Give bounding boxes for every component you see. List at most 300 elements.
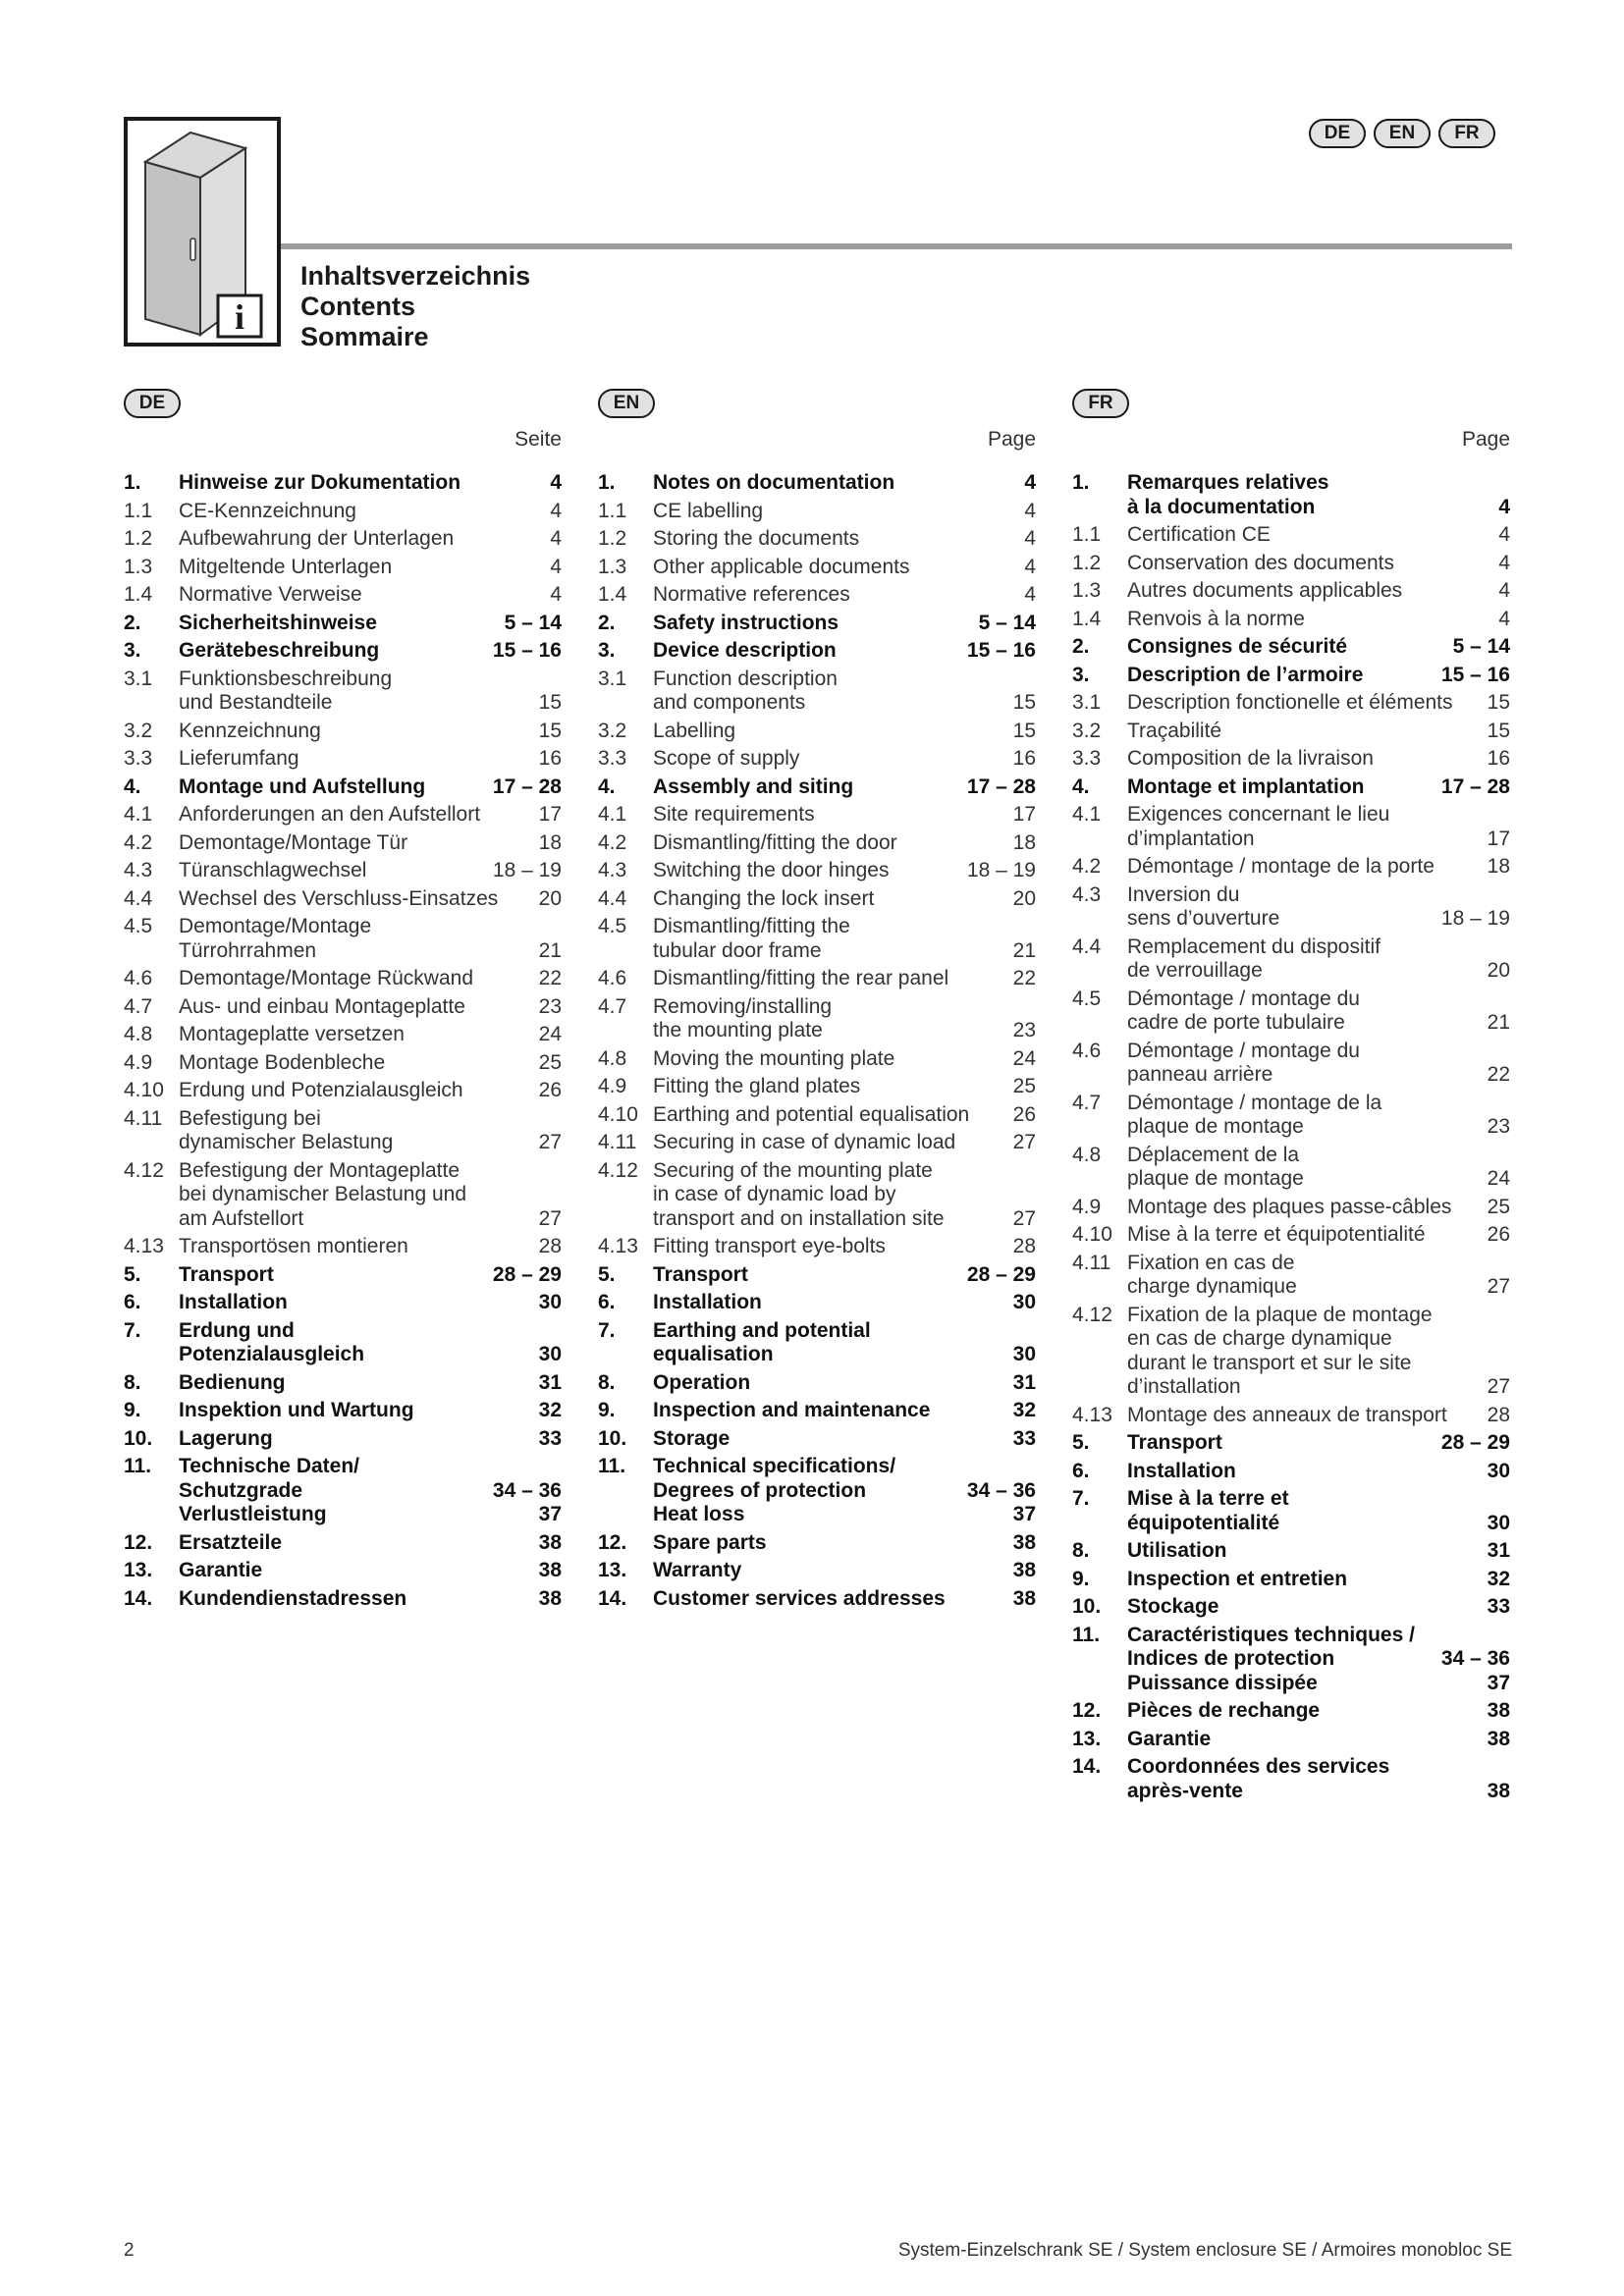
- toc-entry-title: Transportösen montieren: [179, 1235, 408, 1257]
- toc-entry: [124, 1261, 562, 1290]
- toc-entry: [124, 1105, 562, 1157]
- toc-entry-title: Démontage / montage du panneau arrière: [1127, 1039, 1360, 1086]
- toc-entry: [1072, 1038, 1510, 1090]
- toc-entry-page: 16: [1487, 747, 1510, 770]
- toc-entry: [598, 1045, 1036, 1074]
- toc-entry-page: 27: [1487, 1375, 1510, 1398]
- toc-entry-title: Remplacement du dispositif de verrouillage: [1127, 934, 1380, 982]
- toc-entry: [598, 1289, 1036, 1317]
- toc-entry-number: 1.3: [598, 555, 627, 578]
- page-column-header: Page: [987, 428, 1036, 451]
- toc-entry: [124, 1425, 562, 1454]
- toc-entry-page: 18 – 19: [1440, 907, 1510, 930]
- language-badges: [1309, 119, 1495, 148]
- toc-entry-title: Fitting transport eye-bolts: [653, 1235, 886, 1257]
- toc-entry-title: Befestigung bei dynamischer Belastung: [179, 1106, 394, 1153]
- toc-entry: [598, 1129, 1036, 1157]
- toc-entry-page: 26: [538, 1079, 562, 1101]
- toc-entry-page: 22: [538, 967, 562, 989]
- toc-entry-title: CE-Kennzeichnung: [179, 499, 356, 522]
- toc-entry: [1072, 1697, 1510, 1726]
- toc-entry-title: Aufbewahrung der Unterlagen: [179, 527, 455, 550]
- toc-entry-page: 24: [538, 1023, 562, 1045]
- toc-entry-page: 4: [550, 527, 562, 550]
- toc-entry-number: 3.: [1072, 663, 1090, 686]
- toc-entry-number: 1.1: [1072, 523, 1102, 546]
- toc-entry-number: 1.2: [598, 527, 627, 550]
- toc-entry-page: 18: [538, 830, 562, 854]
- toc-entry-number: 4.12: [598, 1158, 638, 1182]
- toc-entry-number: 6.: [1072, 1459, 1090, 1482]
- toc-entry-number: 7.: [598, 1318, 616, 1342]
- toc-entry-number: 4.1: [1072, 803, 1102, 826]
- toc-entries: [1072, 469, 1510, 1805]
- toc-entry-title: Sicherheitshinweise: [179, 611, 377, 634]
- toc-entry-number: 2.: [1072, 635, 1090, 658]
- footer-title: System-Einzelschrank SE / System enclosure SE / Armoires monobloc SE: [897, 2240, 1512, 2261]
- toc-entry: [598, 525, 1036, 554]
- toc-entry: [598, 857, 1036, 885]
- lang-badge-en: EN: [1374, 119, 1431, 148]
- toc-entry-number: 1.2: [1072, 551, 1102, 574]
- toc-entry: [1072, 1622, 1510, 1698]
- toc-entry-page: 15 – 16: [492, 639, 562, 662]
- toc-entry: [1072, 1458, 1510, 1486]
- toc-entry-title: Funktionsbeschreibung und Bestandteile: [179, 667, 393, 714]
- toc-entry-page: 38: [1487, 1699, 1510, 1722]
- toc-entry-number: 10.: [598, 1426, 627, 1450]
- toc-entry-page: 15: [538, 719, 562, 742]
- toc-entry: [124, 637, 562, 666]
- toc-entry-number: 1.: [1072, 471, 1090, 494]
- toc-entry-page: 31: [1012, 1370, 1036, 1394]
- toc-entry: [1072, 521, 1510, 550]
- toc-entry-number: 2.: [598, 611, 616, 634]
- toc-entry-page: 15: [538, 691, 562, 714]
- toc-entry: [124, 993, 562, 1022]
- toc-entry-number: 1.4: [598, 583, 627, 606]
- toc-entry-title: Conservation des documents: [1127, 551, 1394, 574]
- toc-entry: [124, 718, 562, 746]
- page-column-header: Seite: [514, 428, 562, 451]
- toc-entry-number: 5.: [598, 1262, 616, 1286]
- toc-entry-number: 11.: [124, 1455, 152, 1477]
- toc-entry-title: Befestigung der Montageplatte bei dynamischer Belastung und am Aufstellort: [179, 1158, 467, 1230]
- toc-entry-page: 4: [1498, 579, 1510, 602]
- toc-entry-number: 3.2: [598, 719, 627, 742]
- toc-entry-title: Démontage / montage du cadre de porte tubulaire: [1127, 987, 1360, 1034]
- toc-entry-title: Normative references: [653, 583, 850, 606]
- toc-entry-title: Transport: [653, 1262, 748, 1286]
- toc-entry-number: 4.10: [124, 1079, 164, 1101]
- toc-entry: [124, 829, 562, 858]
- toc-entry-page: 30: [1487, 1459, 1510, 1482]
- toc-entry-page: 38: [1487, 1779, 1510, 1802]
- toc-entry-title: Site requirements: [653, 803, 815, 826]
- toc-entry-title: Fitting the gland plates: [653, 1075, 861, 1097]
- toc-entry-title: Garantie: [1127, 1727, 1212, 1750]
- toc-entry-title: Mise à la terre et équipotentialité: [1127, 1487, 1289, 1534]
- toc-entry: [124, 610, 562, 638]
- toc-entry-page: 20: [538, 886, 562, 910]
- toc-entry-page: 33: [1012, 1426, 1036, 1450]
- toc-entry-number: 1.2: [124, 527, 153, 550]
- toc-entry: [124, 1585, 562, 1614]
- toc-entry: [598, 885, 1036, 914]
- toc-entry: [598, 666, 1036, 718]
- toc-entry-page: 32: [538, 1399, 562, 1421]
- toc-entry-page: 22: [1012, 967, 1036, 989]
- toc-entry-number: 10.: [124, 1426, 153, 1450]
- toc-entry: [598, 1101, 1036, 1130]
- toc-entry-number: 4.8: [124, 1023, 153, 1045]
- toc-entry-number: 1.: [598, 471, 616, 494]
- toc-entry-title: Fixation de la plaque de montage en cas de charge dynamique durant le transport et sur le site d’installation: [1127, 1303, 1433, 1398]
- toc-entry-number: 5.: [124, 1262, 141, 1286]
- toc-entry-page: 21: [538, 938, 562, 962]
- toc-entry-page: 17: [1012, 803, 1036, 826]
- toc-entry-title: Inspection et entretien: [1127, 1567, 1348, 1590]
- toc-entry: [598, 801, 1036, 829]
- toc-entry-title: Description de l’armoire: [1127, 663, 1364, 686]
- toc-entry-page: 15 – 16: [966, 639, 1036, 662]
- toc-entry-page: 17 – 28: [966, 774, 1036, 798]
- toc-entry-title: Consignes de sécurité: [1127, 635, 1348, 658]
- enclosure-cabinet-icon: [128, 121, 277, 343]
- toc-entry: [598, 554, 1036, 582]
- toc-entry-page: 38: [1012, 1530, 1036, 1554]
- toc-entry-page: 26: [1012, 1102, 1036, 1126]
- toc-entry: [598, 1425, 1036, 1454]
- toc-entry-number: 4.1: [598, 803, 627, 826]
- toc-entry: [598, 1233, 1036, 1261]
- toc-entry-title: Dismantling/fitting the door: [653, 830, 897, 854]
- toc-entry-number: 11.: [1072, 1623, 1101, 1646]
- toc-entry: [1072, 469, 1510, 521]
- toc-entry-page: 4: [550, 583, 562, 606]
- toc-entry-number: 4.7: [598, 994, 627, 1018]
- toc-entry-page: 25: [1012, 1075, 1036, 1097]
- toc-entry-page: 31: [538, 1370, 562, 1394]
- toc-entry-page: 4: [550, 471, 562, 494]
- toc-entry-number: 4.5: [124, 915, 153, 937]
- toc-entry-number: 4.5: [1072, 987, 1102, 1010]
- toc-entry: [598, 637, 1036, 666]
- toc-entry-number: 5.: [1072, 1431, 1090, 1454]
- toc-entry-page: 15 – 16: [1440, 663, 1510, 686]
- toc-entry-page: 18 – 19: [492, 859, 562, 881]
- toc-entry-number: 4.8: [1072, 1143, 1102, 1166]
- toc-entry-page: 15: [1012, 719, 1036, 742]
- toc-entry-number: 14.: [598, 1586, 627, 1610]
- toc-entry-number: 4.11: [1072, 1251, 1111, 1274]
- lang-badge-fr: FR: [1438, 119, 1495, 148]
- enclosure-info-logo: [124, 117, 281, 347]
- toc-entry: [1072, 689, 1510, 718]
- toc-entry-number: 4.4: [598, 886, 627, 910]
- toc-entry-page: 38: [538, 1586, 562, 1610]
- toc-entry-number: 4.9: [124, 1050, 153, 1074]
- toc-entry-page: 17 – 28: [1440, 774, 1510, 798]
- toc-entry-page: 16: [538, 747, 562, 770]
- toc-entry-title: Traçabilité: [1127, 719, 1222, 742]
- toc-entry-number: 4.3: [598, 859, 627, 881]
- toc-entry: [598, 469, 1036, 498]
- toc-entry-title: Demontage/Montage Tür: [179, 830, 408, 854]
- toc-entry-page: 17: [1487, 827, 1510, 850]
- toc-entry: [1072, 577, 1510, 606]
- toc-entry-title: Inversion du sens d’ouverture: [1127, 882, 1280, 930]
- toc-entry-number: 4.11: [598, 1131, 637, 1153]
- toc-entry-page: 4: [550, 555, 562, 578]
- toc-entry: [598, 965, 1036, 993]
- toc-entry-number: 3.3: [598, 747, 627, 770]
- toc-entry: [124, 498, 562, 526]
- toc-entry-title: Function description and components: [653, 667, 838, 714]
- toc-entry-title: Montage et implantation: [1127, 774, 1365, 798]
- toc-entry-title: Déplacement de la plaque de montage: [1127, 1143, 1304, 1190]
- toc-entry-number: 4.3: [124, 859, 153, 881]
- toc-entry-number: 1.4: [1072, 607, 1102, 630]
- toc-entry: [124, 1289, 562, 1317]
- toc-entry-page: 30: [538, 1343, 562, 1365]
- toc-entry-title: Customer services addresses: [653, 1586, 946, 1610]
- toc-entry: [598, 1157, 1036, 1234]
- toc-entry-title: Montage des plaques passe-câbles: [1127, 1195, 1452, 1218]
- toc-entry-title: Exigences concernant le lieu d’implantation: [1127, 803, 1390, 850]
- toc-entry-title: Erdung und Potenzialausgleich: [179, 1079, 463, 1101]
- toc-entry-number: 4.2: [124, 830, 153, 854]
- toc-entry: [124, 1049, 562, 1078]
- column-lang-badge: EN: [598, 389, 655, 418]
- toc-entry: [1072, 1142, 1510, 1194]
- toc-entry-title: Moving the mounting plate: [653, 1046, 895, 1070]
- toc-entry-number: 13.: [598, 1559, 627, 1581]
- toc-entry-number: 12.: [1072, 1699, 1102, 1722]
- toc-entry-page: 23: [1487, 1115, 1510, 1138]
- toc-entry-number: 4.: [124, 774, 141, 798]
- toc-entry-number: 4.10: [598, 1102, 638, 1126]
- toc-entry-title: Montage Bodenbleche: [179, 1050, 386, 1074]
- toc-entry-title: Storing the documents: [653, 527, 860, 550]
- toc-entry-title: Securing of the mounting plate in case of dynamic load by transport and on installation site: [653, 1158, 945, 1230]
- toc-entry-title: Anforderungen an den Aufstellort: [179, 803, 481, 826]
- toc-entry: [124, 965, 562, 993]
- toc-entry-page: 5 – 14: [978, 611, 1036, 634]
- toc-entry-number: 8.: [1072, 1539, 1090, 1562]
- toc-entry-title: Transport: [1127, 1431, 1222, 1454]
- toc-entry-title: Erdung und Potenzialausgleich: [179, 1318, 365, 1365]
- toc-entry-title: Autres documents applicables: [1127, 579, 1403, 602]
- toc-entry: [124, 1021, 562, 1049]
- toc-entry-page: 23: [1012, 1019, 1036, 1041]
- toc-entry-number: 1.1: [598, 499, 627, 522]
- toc-entry-number: 4.8: [598, 1046, 627, 1070]
- toc-entry-title: Technische Daten/ Schutzgrade Verlustleistung: [179, 1455, 359, 1525]
- toc-entry-title: Operation: [653, 1370, 751, 1394]
- toc-entry-title: Ersatzteile: [179, 1530, 283, 1554]
- toc-entry: [1072, 550, 1510, 578]
- toc-entry-title: Remarques relatives à la documentation: [1127, 471, 1329, 518]
- toc-entry-page: 34 – 36 37: [492, 1478, 562, 1525]
- toc-entry-page: 28: [1487, 1403, 1510, 1426]
- toc-entry: [1072, 1429, 1510, 1458]
- toc-entry-number: 7.: [124, 1318, 141, 1342]
- toc-entry-title: Notes on documentation: [653, 471, 895, 494]
- toc-entry: [124, 1557, 562, 1585]
- toc-entry: [124, 1157, 562, 1234]
- toc-entry-page: 21: [1012, 938, 1036, 962]
- toc-entry-number: 1.3: [124, 555, 153, 578]
- toc-entry-title: Lieferumfang: [179, 747, 299, 770]
- toc-entry-page: 15: [1487, 719, 1510, 742]
- toc-entry-page: 16: [1012, 747, 1036, 770]
- toc-entry-number: 4.13: [124, 1235, 164, 1257]
- toc-entry-number: 4.10: [1072, 1223, 1112, 1246]
- toc-entry: [124, 745, 562, 774]
- toc-entry: [1072, 662, 1510, 690]
- toc-entry-page: 15: [1012, 691, 1036, 714]
- toc-entry-page: 32: [1487, 1567, 1510, 1590]
- toc-entry: [124, 857, 562, 885]
- toc-entry: [1072, 1402, 1510, 1430]
- toc-entry: [1072, 881, 1510, 934]
- toc-entry-number: 4.2: [598, 830, 627, 854]
- toc-entry-page: 5 – 14: [504, 611, 562, 634]
- toc-entry: [598, 745, 1036, 774]
- toc-entry: [124, 1077, 562, 1105]
- toc-entry-title: Bedienung: [179, 1370, 286, 1394]
- toc-entry: [1072, 718, 1510, 746]
- toc-entry-title: Inspektion und Wartung: [179, 1399, 414, 1421]
- toc-entry-page: 27: [1487, 1275, 1510, 1298]
- toc-entry-number: 3.: [124, 639, 141, 662]
- toc-entry-number: 3.1: [124, 667, 153, 690]
- toc-entry-number: 6.: [124, 1291, 141, 1313]
- toc-entry: [124, 469, 562, 498]
- toc-entry: [598, 1557, 1036, 1585]
- toc-entry-page: 33: [1487, 1595, 1510, 1618]
- toc-entry: [124, 581, 562, 610]
- toc-entry-number: 12.: [124, 1530, 153, 1554]
- toc-entry: [124, 1397, 562, 1425]
- toc-entry-number: 3.3: [124, 747, 153, 770]
- toc-entry-number: 4.7: [1072, 1091, 1102, 1114]
- toc-entry: [598, 610, 1036, 638]
- toc-entry: [598, 498, 1036, 526]
- toc-entry: [1072, 633, 1510, 662]
- toc-entry: [124, 774, 562, 802]
- toc-entries: [124, 469, 562, 1613]
- toc-entry-title: Installation: [1127, 1459, 1236, 1482]
- toc-entry-page: 34 – 36 37: [1440, 1647, 1510, 1694]
- toc-entry-page: 5 – 14: [1452, 635, 1510, 658]
- toc-entry-number: 9.: [124, 1399, 141, 1421]
- toc-entry-number: 4.3: [1072, 882, 1102, 906]
- title-en: Contents: [300, 292, 415, 321]
- toc-entry-title: Mise à la terre et équipotentialité: [1127, 1223, 1426, 1246]
- toc-entry-number: 4.11: [124, 1106, 163, 1130]
- toc-entry-page: 30: [538, 1291, 562, 1313]
- toc-entry: [1072, 1593, 1510, 1622]
- toc-entry: [598, 829, 1036, 858]
- toc-entry-number: 4.6: [598, 967, 627, 989]
- toc-entry: [124, 913, 562, 965]
- toc-entry-page: 4: [1024, 555, 1036, 578]
- toc-entry-title: Renvois à la norme: [1127, 607, 1305, 630]
- toc-entry-number: 4.13: [1072, 1403, 1112, 1426]
- toc-entry-page: 4: [1024, 527, 1036, 550]
- toc-entry: [598, 1397, 1036, 1425]
- toc-entry: [598, 913, 1036, 965]
- toc-entry-page: 22: [1487, 1063, 1510, 1086]
- toc-entry-title: Mitgeltende Unterlagen: [179, 555, 393, 578]
- toc-entry-number: 1.4: [124, 583, 153, 606]
- header-rule: [281, 243, 1512, 249]
- toc-entry-title: Transport: [179, 1262, 274, 1286]
- toc-entry-title: Earthing and potential equalisation: [653, 1102, 970, 1126]
- toc-entry-title: Technical specifications/ Degrees of protection Heat loss: [653, 1455, 896, 1525]
- toc-entry-page: 38: [538, 1559, 562, 1581]
- toc-entry-number: 7.: [1072, 1487, 1090, 1510]
- toc-entry-title: Safety instructions: [653, 611, 839, 634]
- toc-entry-number: 4.: [598, 774, 616, 798]
- toc-entry-title: Kundendienstadressen: [179, 1586, 407, 1610]
- toc-entry-page: 38: [1012, 1586, 1036, 1610]
- toc-entry-title: Demontage/Montage Rückwand: [179, 967, 474, 989]
- toc-entry-number: 4.4: [124, 886, 153, 910]
- toc-entry-number: 10.: [1072, 1595, 1102, 1618]
- toc-entry: [598, 1073, 1036, 1101]
- toc-entry-page: 18: [1487, 855, 1510, 878]
- toc-entry-number: 4.4: [1072, 934, 1102, 958]
- toc-entry-page: 27: [538, 1131, 562, 1153]
- toc-entry-page: 25: [538, 1050, 562, 1074]
- toc-entry-title: Switching the door hinges: [653, 859, 890, 881]
- toc-entry-page: 27: [538, 1206, 562, 1230]
- toc-entry-title: Installation: [179, 1291, 288, 1313]
- toc-entry-page: 20: [1012, 886, 1036, 910]
- toc-entry-title: Device description: [653, 639, 837, 662]
- toc-entry-title: Spare parts: [653, 1530, 767, 1554]
- toc-entry-page: 18: [1012, 830, 1036, 854]
- toc-entry: [598, 1529, 1036, 1558]
- toc-entry-title: Garantie: [179, 1559, 263, 1581]
- toc-entry-page: 4: [1498, 523, 1510, 546]
- toc-entry-title: Warranty: [653, 1559, 742, 1581]
- toc-entry-title: Other applicable documents: [653, 555, 910, 578]
- toc-entry-number: 3.1: [598, 667, 627, 690]
- toc-entry: [598, 1369, 1036, 1398]
- toc-entry: [598, 581, 1036, 610]
- toc-entry-title: Scope of supply: [653, 747, 800, 770]
- toc-entry-number: 1.: [124, 471, 141, 494]
- toc-entry-number: 4.13: [598, 1235, 638, 1257]
- toc-entry-title: Montage des anneaux de transport: [1127, 1403, 1447, 1426]
- toc-entry-page: 38: [538, 1530, 562, 1554]
- toc-entry-title: Description fonctionelle et éléments: [1127, 691, 1453, 714]
- toc-entry-page: 25: [1487, 1195, 1510, 1218]
- toc-entry-number: 9.: [1072, 1567, 1090, 1590]
- toc-entry-title: Labelling: [653, 719, 736, 742]
- page-number: 2: [124, 2240, 135, 2261]
- toc-entry-number: 3.2: [124, 719, 153, 742]
- toc-entry-number: 13.: [124, 1559, 153, 1581]
- toc-entry-number: 8.: [598, 1370, 616, 1394]
- toc-entry-title: CE labelling: [653, 499, 764, 522]
- toc-entry-page: 23: [538, 994, 562, 1018]
- toc-entry: [598, 1261, 1036, 1290]
